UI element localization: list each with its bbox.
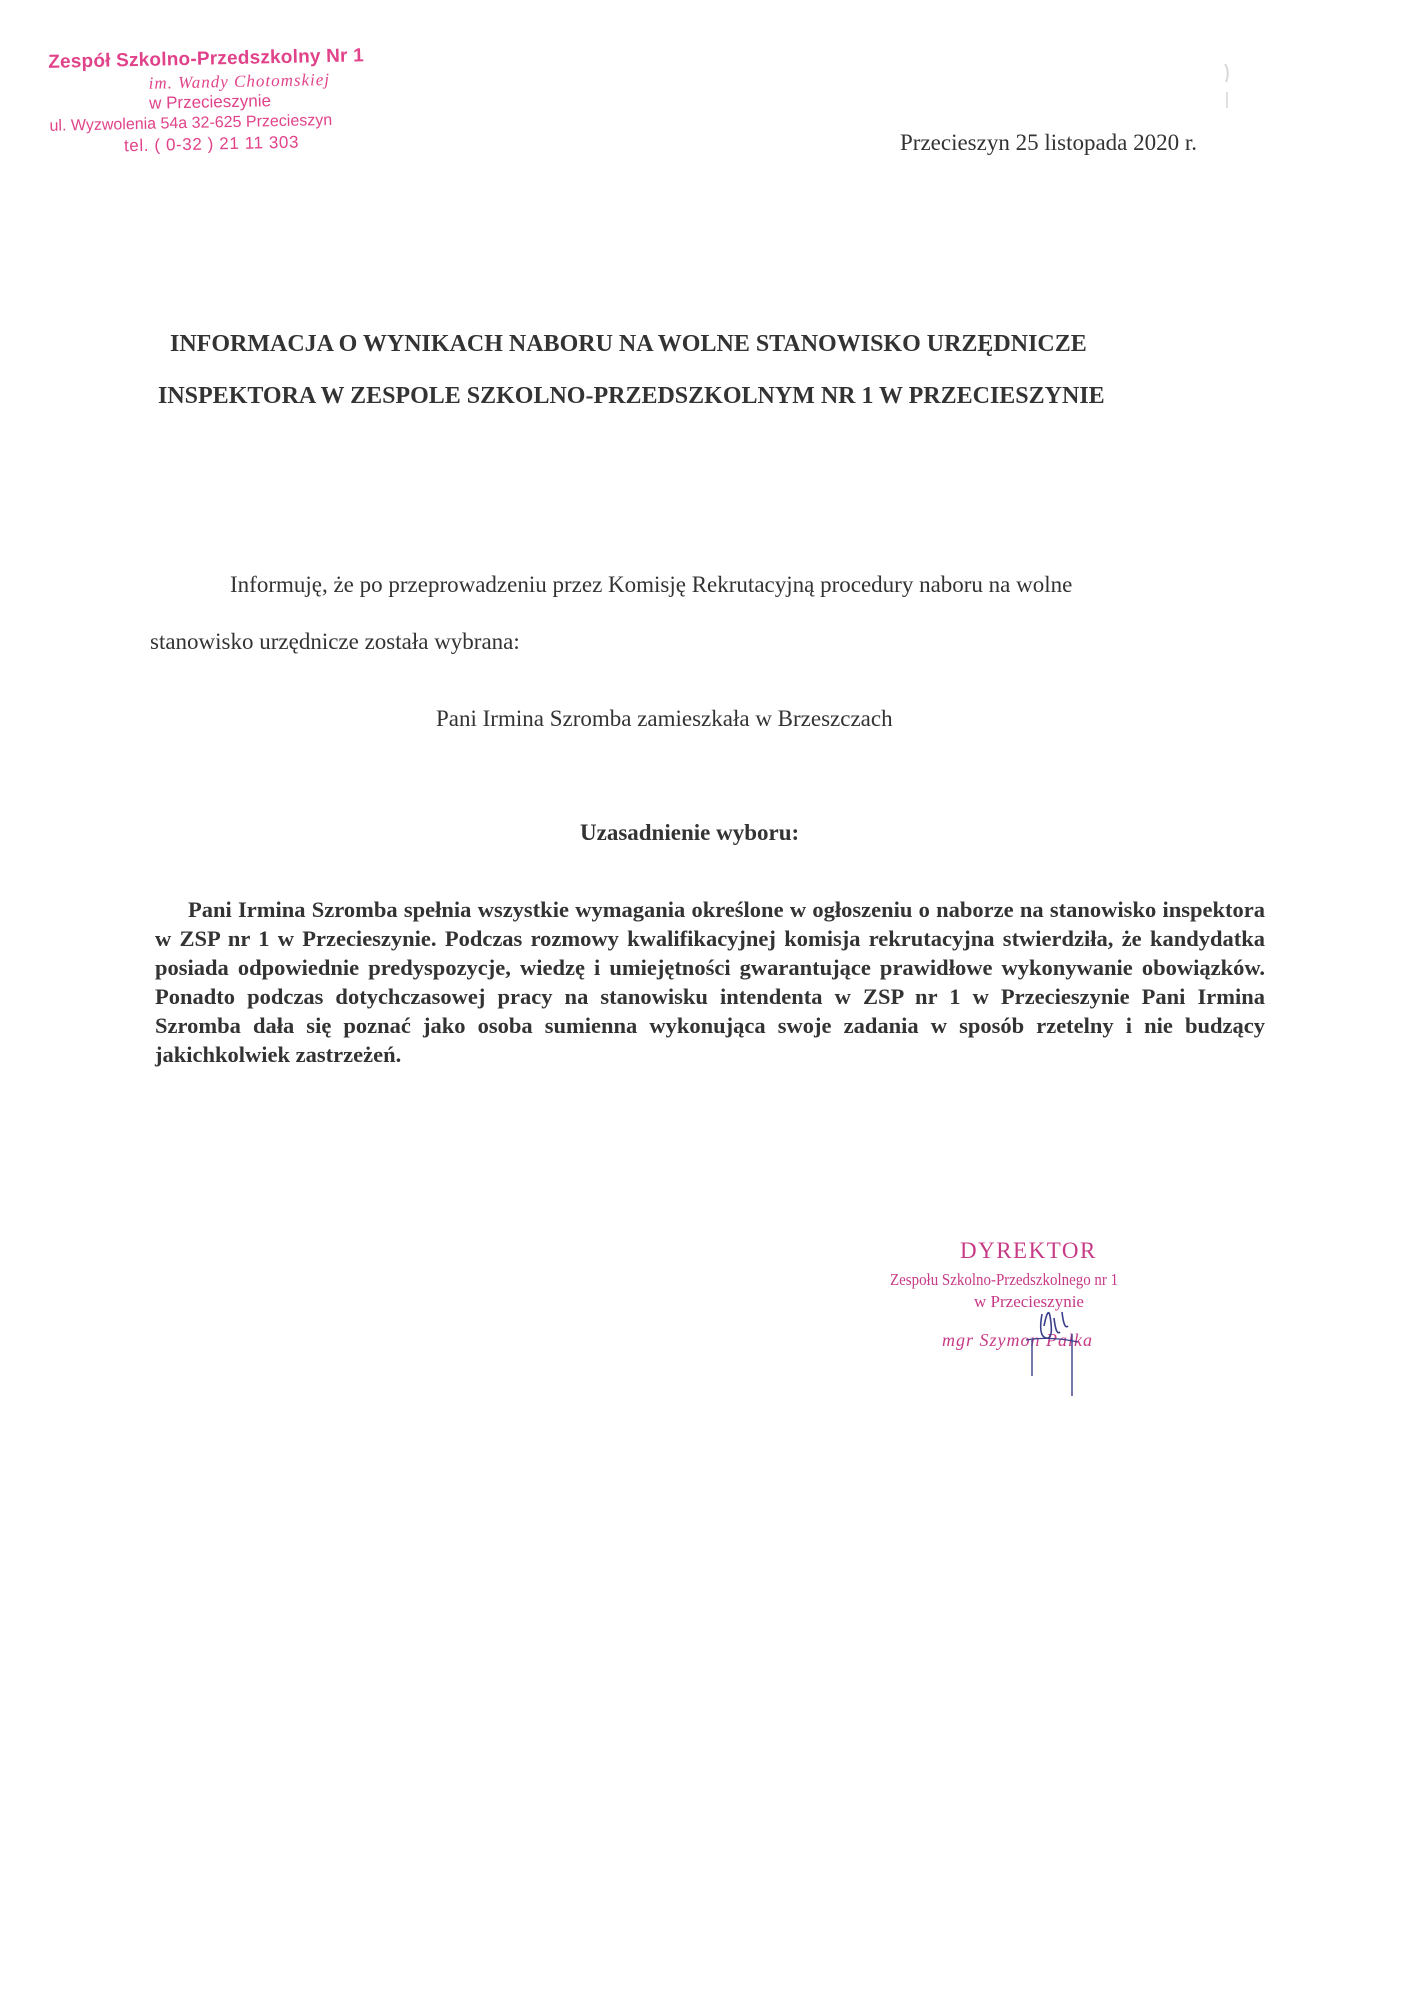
school-stamp: [40, 44, 422, 158]
selected-candidate: Pani Irmina Szromba zamieszkała w Brzeszczach: [436, 706, 893, 731]
stamp-patron: im. Wandy Chotomskiej: [148, 69, 331, 93]
justification-paragraph: Pani Irmina Szromba spełnia wszystkie wymagania określone w ogłoszeniu o naborze na stanowisko inspektora w ZSP nr 1 w Przecieszynie. Podczas rozmowy kwalifikacyjnej komisja rekrutacyjna stwierdziła, że kandydatka posiada odpowiednie predyspozycje, wiedzę i umiejętności gwarantujące prawidłowe wykonywanie obowiązków. Ponadto podczas dotychczasowej pracy na stanowisku intendenta w ZSP nr 1 w Przecieszynie Pani Irmina Szromba dała się poznać jako osoba sumienna wykonująca swoje zadania w sposób rzetelny i nie budzący jakichkolwiek zastrzeżeń.: [155, 897, 1265, 1067]
document-title: [150, 318, 1250, 422]
handwritten-signature: [1020, 1296, 1100, 1406]
intro-paragraph: [150, 556, 1270, 670]
title-line-2: INSPEKTORA W ZESPOLE SZKOLNO-PRZEDSZKOLNYM NR 1 W PRZECIESZYNIE: [158, 383, 1105, 409]
scan-mark: [1222, 62, 1234, 112]
signature-name: mgr Szymon Palka: [942, 1330, 1093, 1350]
signature-location: w Przecieszynie: [974, 1292, 1084, 1311]
justification-heading: Uzasadnienie wyboru:: [580, 820, 800, 845]
signature-org: Zespołu Szkolno-Przedszkolnego nr 1: [890, 1270, 1119, 1289]
stamp-address: ul. Wyzwolenia 54a 32-625 Przecieszyn: [49, 111, 333, 135]
intro-line-2: stanowisko urzędnicze została wybrana:: [150, 629, 520, 654]
intro-line-1: Informuję, że po przeprowadzeniu przez Komisję Rekrutacyjną procedury naboru na wolne: [230, 572, 1073, 597]
stamp-town: w Przecieszynie: [148, 91, 272, 113]
stamp-school-name: Zespół Szkolno-Przedszkolny Nr 1: [47, 45, 365, 73]
title-line-1: INFORMACJA O WYNIKACH NABORU NA WOLNE STANOWISKO URZĘDNICZE: [170, 331, 1087, 357]
stamp-phone: tel. ( 0-32 ) 21 11 303: [123, 132, 300, 156]
document-date: Przecieszyn 25 listopada 2020 r.: [900, 130, 1198, 155]
signature-role: DYREKTOR: [960, 1238, 1097, 1263]
